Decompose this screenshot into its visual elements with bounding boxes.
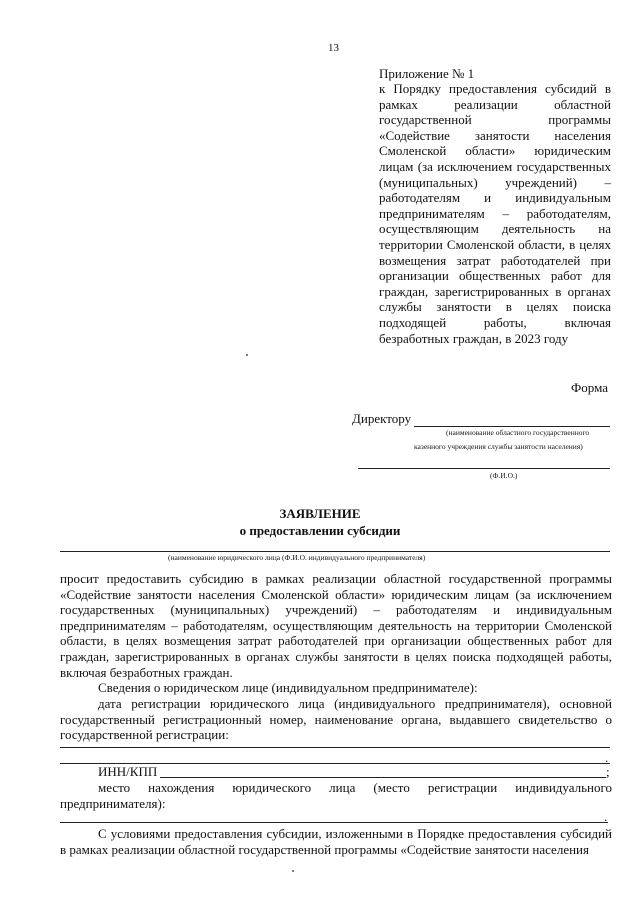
- info-heading: Сведения о юридическом лице (индивидуальном предпринимателе):: [98, 680, 478, 695]
- scan-speck: [246, 354, 248, 356]
- director-caption-2: казенного учреждения службы занятости населения): [414, 442, 583, 451]
- applicant-caption: (наименование юридического лица (Ф.И.О. индивидуального предпринимателя): [168, 553, 426, 562]
- director-line: [414, 426, 610, 427]
- registration-period: .: [605, 750, 609, 765]
- appendix-title: Приложение № 1: [379, 66, 475, 81]
- fio-line: [358, 468, 610, 469]
- appendix-text: к Порядку предоставления субсидий в рамках реализации областной государственной программы «Содействие занятости населения Смоленской области» юридическим лицам (за исключением государственных (муниципальных) учреждений) – работодателям и индивидуальным предпринимателям – работодателям, осуществляющим деятельность на территории Смоленской области, в целях возмещения затрат работодателей при организации общественных работ для граждан, зарегистрированных в органах службы занятости в целях поиска подходящей работы, включая безработных граждан, в 2023 году: [379, 81, 611, 346]
- request-paragraph: просит предоставить субсидию в рамках реализации областной государственной программы «Содействие занятости населения Смоленской области» юридическим лицам (за исключением государственных (муниципальных) учреждений) – работодателям и индивидуальным предпринимателям – работодателям, осуществляющим деятельность на территории Смоленской области, в целях возмещения затрат работодателей при организации общественных работ для граждан, зарегистрированных в органах службы занятости в целях поиска подходящей работы, включая безработных граждан.: [60, 571, 612, 680]
- registration-paragraph: дата регистрации юридического лица (индивидуального предпринимателя), основной государственный регистрационный номер, наименование органа, выдавшего свидетельство о государственной регистрации:: [60, 696, 612, 743]
- applicant-line: [60, 551, 610, 552]
- fio-caption: (Ф.И.О.): [490, 471, 518, 480]
- inn-end: ;: [606, 764, 610, 779]
- location-paragraph: место нахождения юридического лица (место регистрации индивидуального предпринимателя):: [60, 780, 612, 811]
- statement-subtitle: о предоставлении субсидии: [239, 523, 401, 538]
- inn-label: ИНН/КПП: [98, 764, 158, 779]
- director-label: Директору: [352, 411, 412, 426]
- statement-title: ЗАЯВЛЕНИЕ: [279, 506, 361, 521]
- page-number: 13: [328, 42, 339, 54]
- location-line: [60, 822, 608, 823]
- location-period: .: [604, 809, 608, 824]
- form-label: Форма: [571, 380, 608, 395]
- scan-speck: [292, 870, 294, 872]
- director-caption-1: (наименование областного государственного: [446, 428, 590, 437]
- registration-line-1: [60, 747, 610, 748]
- inn-line: [160, 777, 606, 778]
- conditions-paragraph: С условиями предоставления субсидии, изложенными в Порядке предоставления субсидий в рамках реализации областной государственной программы «Содействие занятости населения: [60, 826, 612, 857]
